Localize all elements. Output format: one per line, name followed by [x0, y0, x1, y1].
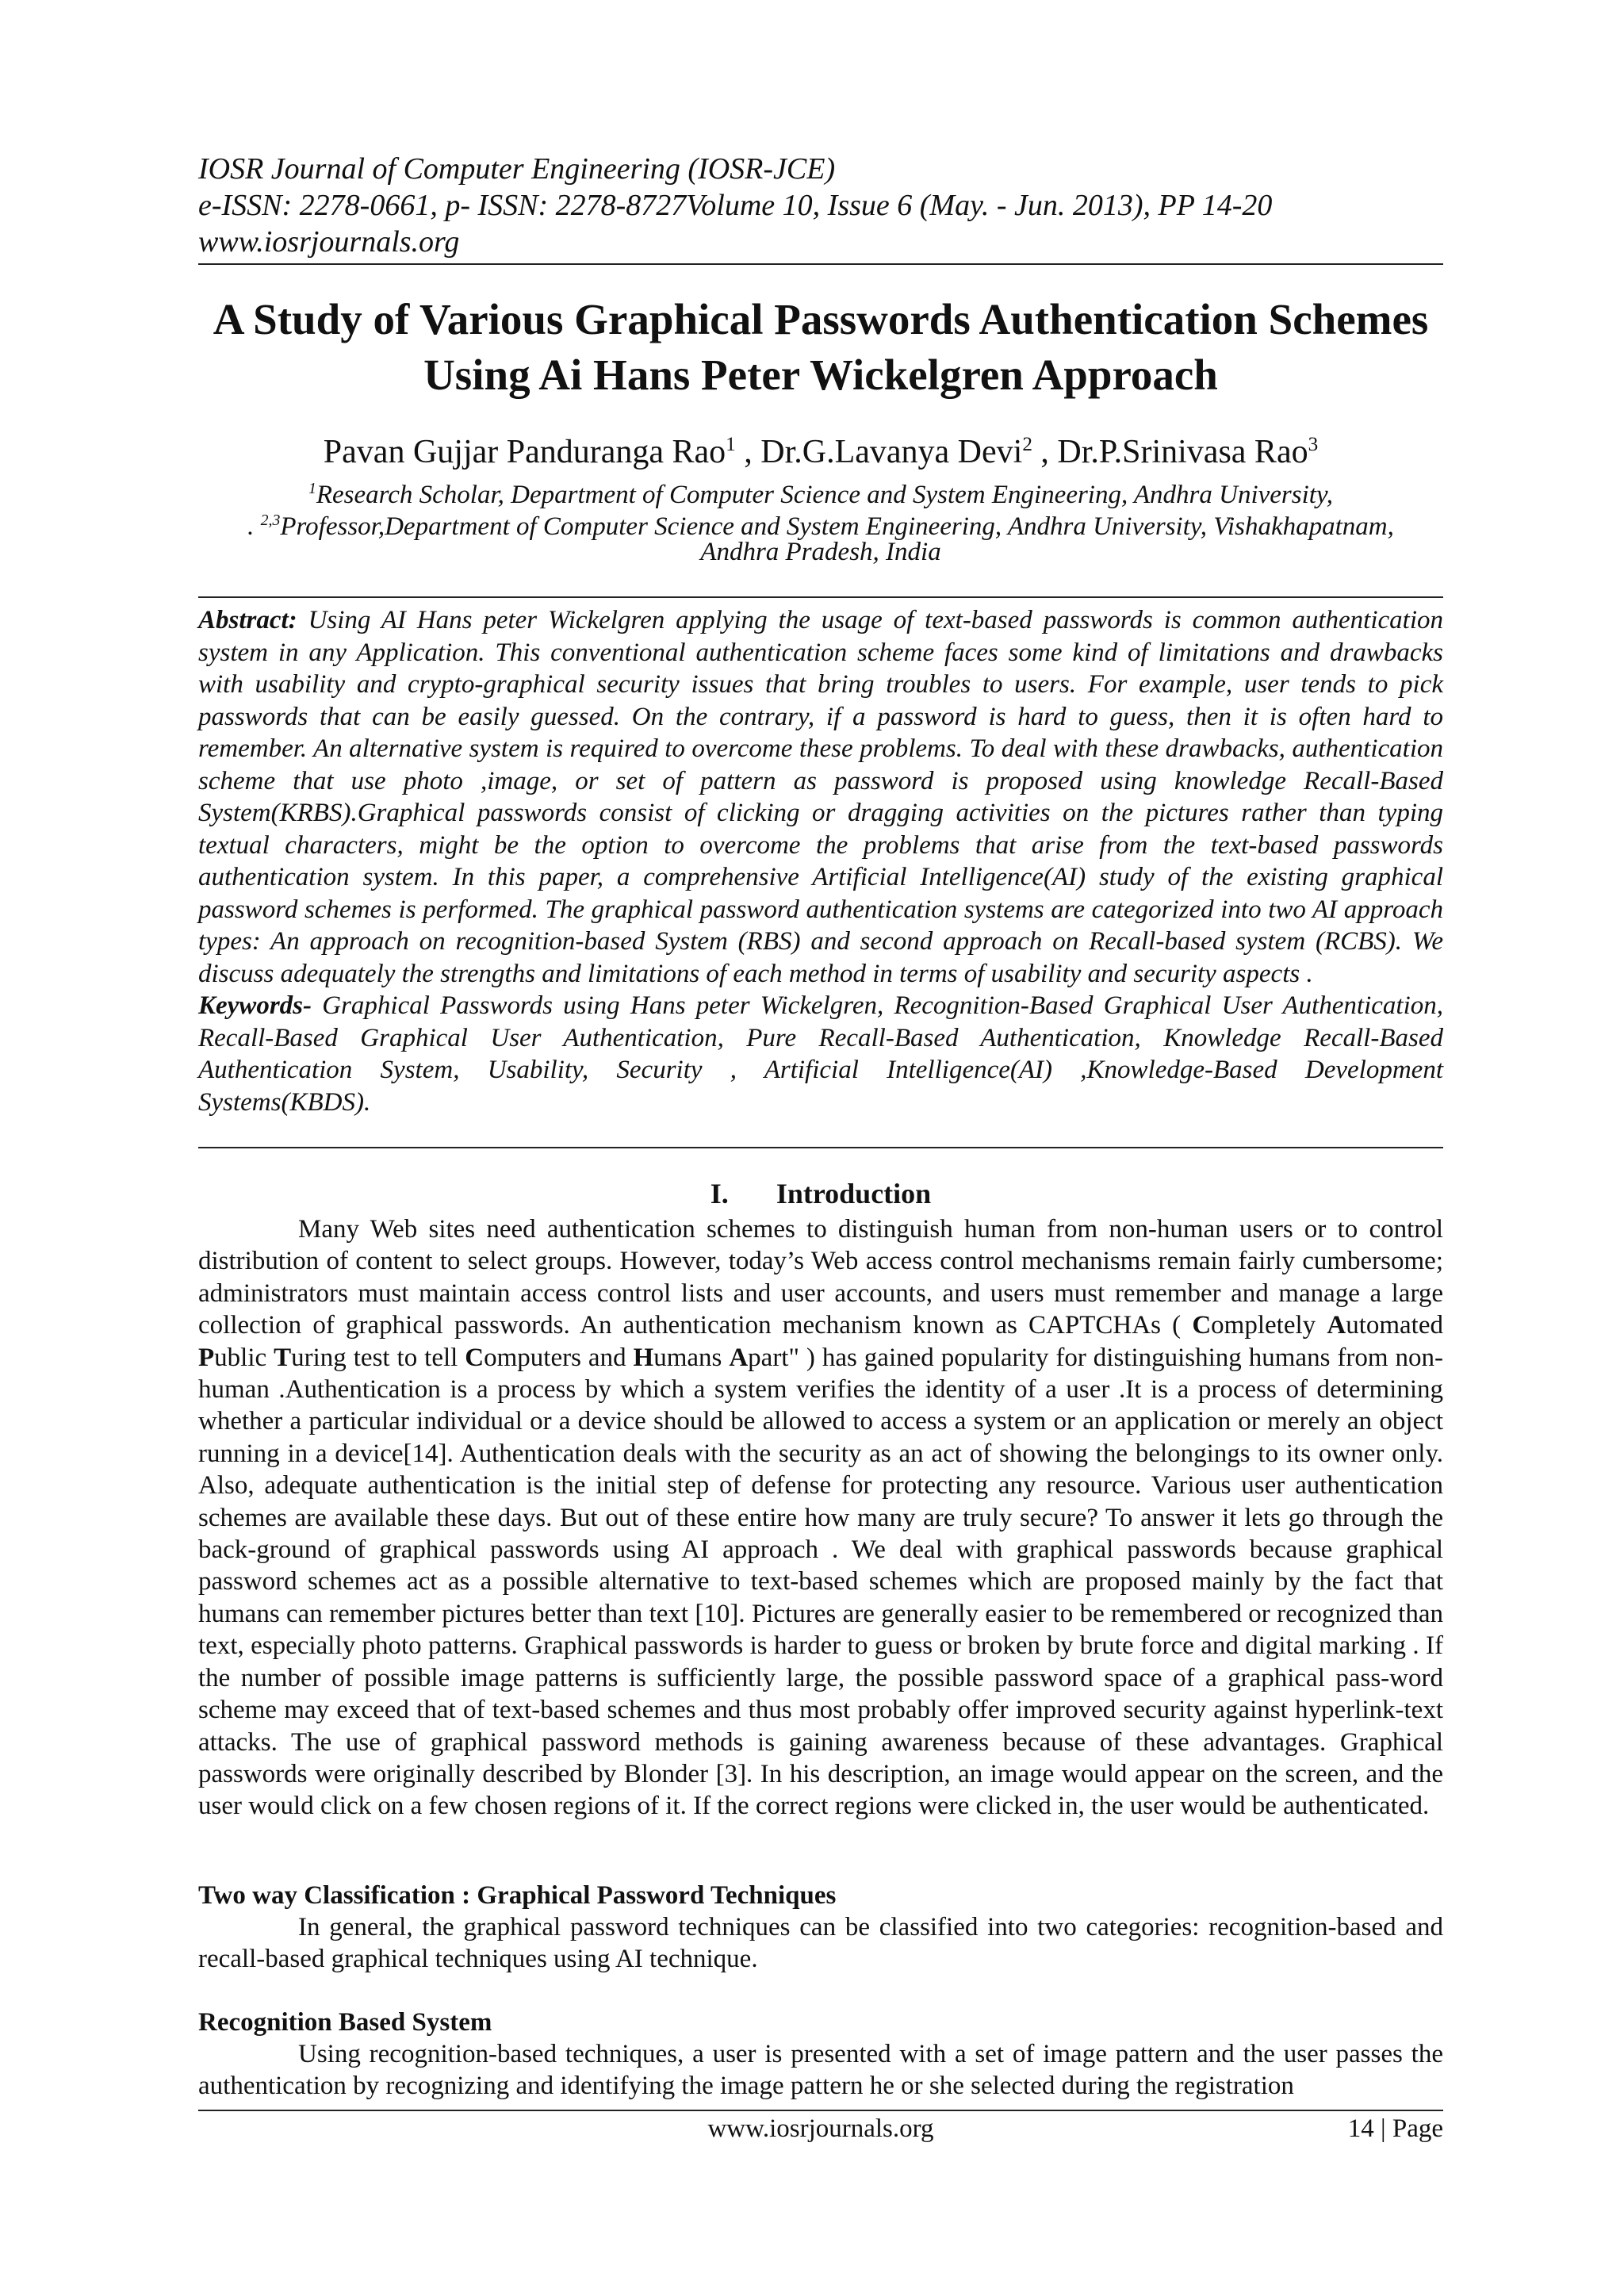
author-2: , Dr.G.Lavanya Devi: [735, 434, 1023, 470]
abstract-top-rule: [198, 596, 1443, 598]
page-number: 14 | Page: [1347, 2114, 1443, 2143]
recognition-paragraph: Using recognition-based techniques, a user is presented with a set of image pattern and the user passes the authentication by recognizing and identifying the image pattern he or she selected during the registration: [198, 2040, 1443, 2101]
title-line-2: Using Ai Hans Peter Wickelgren Approach: [423, 351, 1218, 399]
footer-website: www.iosrjournals.org: [707, 2114, 934, 2143]
keywords-label: Keywords-: [198, 991, 312, 1020]
author-3-sup: 3: [1308, 434, 1319, 455]
abstract-text: Using AI Hans peter Wickelgren applying the usage of text-based passwords is common authentication system in any Application. This conventional authentication scheme faces some kind of limitations and drawbacks with usability and crypto-graphical security issues that bring troubles to users. For example, user tends to pick passwords that can be easily guessed. On the contrary, if a password is hard to guess, then it is often hard to remember. An alternative system is required to overcome these problems. To deal with these drawbacks, authentication scheme that use photo ,image, or set of pattern as password is proposed using knowledge Recall-Based System(KRBS).Graphical passwords consist of clicking or dragging activities on the pictures rather than typing textual characters, might be the option to overcome the problems that arise from the text-based passwords authentication system. In this paper, a comprehensive Artificial Intelligence(AI) study of the existing graphical password schemes is performed. The graphical password authentication systems are categorized into two AI approach types: An approach on recognition-based System (RBS) and second approach on Recall-based system (RCBS). We discuss adequately the strengths and limitations of each method in terms of usability and security aspects .: [198, 606, 1443, 988]
paper-title: [198, 292, 1443, 403]
header-rule: [198, 263, 1443, 265]
affiliation-2-prefix: .: [247, 512, 261, 541]
classification-paragraph: In general, the graphical password techniques can be classified into two categories: recognition-based and recall-based graphical techniques using AI technique.: [198, 1913, 1443, 1974]
author-list: [198, 424, 1443, 473]
keywords-text: Graphical Passwords using Hans peter Wickelgren, Recognition-Based Graphical User Authentication, Recall-Based Graphical User Authentication, Pure Recall-Based Authentication, Knowledge Recall-Based Authentication System, Usability, Security , Artificial Intelligence(AI) ,Knowledge-Based Development Systems(KBDS).: [198, 991, 1443, 1117]
abstract-bottom-rule: [198, 1147, 1443, 1148]
journal-issn: e-ISSN: 2278-0661, p- ISSN: 2278-8727Volume 10, Issue 6 (May. - Jun. 2013), PP 14-20: [198, 189, 1273, 222]
journal-website: www.iosrjournals.org: [198, 225, 460, 259]
affiliation-2-text: Professor,Department of Computer Science and System Engineering, Andhra University, Vishakhapatnam,: [280, 512, 1394, 541]
author-2-sup: 2: [1022, 434, 1032, 455]
recognition-heading: Recognition Based System: [198, 2008, 492, 2037]
introduction-paragraph: Many Web sites need authentication schemes to distinguish human from non-human users or to control distribution of content to select groups. However, today’s Web access control mechanisms remain fairly cumbersome; administrators must maintain access control lists and user accounts, and users must remember and manage a large collection of graphical passwords. An authentication mechanism known as CAPTCHAs ( Completely Automated Public Turing test to tell Computers and Humans Apart" ) has gained popularity for distinguishing humans from non-human .Authentication is a process by which a system verifies the identity of a user .It is a process of determining whether a particular individual or a device should be allowed to access a system or an application or merely an object running in a device[14]. Authentication deals with the security as an act of showing the belongings to its owner only. Also, adequate authentication is the initial step of defense for protecting any resource. Various user authentication schemes are available these days. But out of these entire how many are truly secure? To answer it lets go through the back-ground of graphical passwords using AI approach . We deal with graphical passwords because graphical password schemes act as a possible alternative to text-based schemes which are proposed mainly by the fact that humans can remember pictures better than text [10]. Pictures are generally easier to be remembered or recognized than text, especially photo patterns. Graphical passwords is harder to guess or broken by brute force and digital marking . If the number of possible image patterns is sufficiently large, the possible password space of a graphical pass-word scheme may exceed that of text-based schemes and thus most probably offer improved security against hyperlink-text attacks. The use of graphical password methods is gaining awareness because of these advantages. Graphical passwords were originally described by Blonder [3]. In his description, an image would appear on the screen, and the user would click on a few chosen regions of it. If the correct regions were clicked in, the user would be authenticated.: [198, 1215, 1444, 1821]
title-line-1: A Study of Various Graphical Passwords Authentication Schemes: [213, 295, 1429, 343]
classification-heading: Two way Classification : Graphical Password Techniques: [198, 1881, 837, 1910]
abstract-label: Abstract:: [198, 606, 297, 634]
section-number: I.: [710, 1178, 729, 1209]
affiliation-1-sup: 1: [308, 480, 316, 497]
journal-header: [198, 151, 1443, 260]
section-heading-introduction: [198, 1175, 1443, 1212]
journal-name: IOSR Journal of Computer Engineering (IOSR-JCE): [198, 152, 836, 186]
author-1: Pavan Gujjar Panduranga Rao: [323, 434, 726, 470]
section-title: Introduction: [776, 1178, 932, 1209]
affiliation-2-sup: 2,3: [260, 512, 281, 529]
abstract-block: [198, 604, 1443, 1118]
affiliation-1-text: Research Scholar, Department of Computer Science and System Engineering, Andhra University,: [316, 481, 1334, 509]
affiliation-3: Andhra Pradesh, India: [700, 538, 941, 566]
footer-rule: [198, 2110, 1443, 2111]
author-3: , Dr.P.Srinivasa Rao: [1032, 434, 1308, 470]
author-1-sup: 1: [726, 434, 736, 455]
